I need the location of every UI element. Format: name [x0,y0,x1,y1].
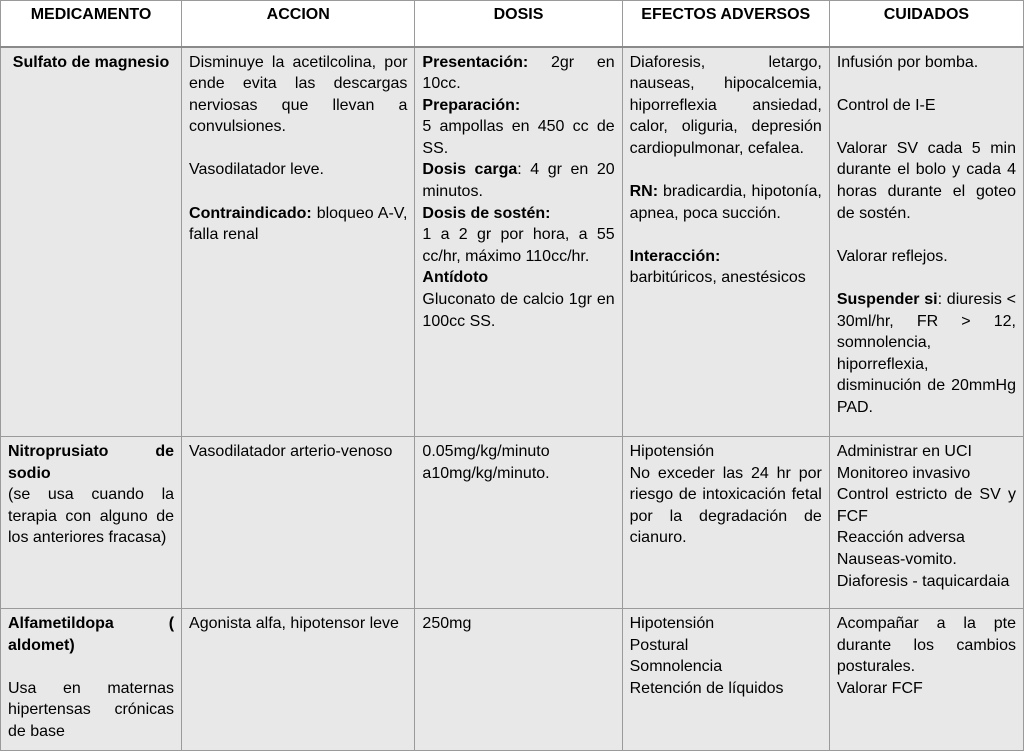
efectos-text: No exceder las 24 hr por riesgo de intoxicación fetal por la degradación de cianuro. [629,464,822,547]
medicamento-name: Sulfato de magnesio [12,53,170,71]
contraindication-text: bloqueo A-V, falla renal [189,204,408,244]
efectos-text: Diaforesis, letargo, nauseas, hipocalcemia, hiporreflexia ansiedad, calor, oliguria, depresión cardiopulmonar, cefalea. [629,53,822,157]
cuidados-text: Monitoreo invasivo [836,464,971,482]
suspender-label: Suspender si [836,291,938,309]
accion-contraindication [189,203,407,246]
efectos-text: Somnolencia [629,658,723,676]
header-row [1,1,1024,47]
accion-cell [182,47,415,437]
medicamento-cell [1,437,182,609]
cuidados-text: Valorar SV cada 5 min durante el bolo y cada 4 horas durante el goteo de sostén. [836,139,1016,222]
medicamento-note: (se usa cuando la terapia con alguno de los anteriores fracasa) [8,486,175,547]
cuidados-text: Nauseas-vomito. [836,550,957,568]
efectos-cell [622,609,829,751]
dosis-text: : 4 gr en 20 minutos. [422,161,615,201]
cuidados-text: Control de I-E [836,96,936,114]
interaccion-label: Interacción: [629,247,721,265]
cuidados-text: Acompañar a la pte durante los cambios posturales. [836,615,1016,676]
dosis-label: Dosis carga [422,161,518,179]
cuidados-cell [829,47,1023,437]
medicamento-name: Alfametildopa ( aldomet) [8,615,175,654]
accion-text: Disminuye la acetilcolina, por ende evita las descargas nerviosas que llevan a convulsiones. [189,53,408,136]
cuidados-cell [829,609,1023,751]
accion-cell [182,437,415,609]
interaccion-text: barbitúricos, anestésicos [629,269,806,287]
header-cuidados: CUIDADOS [829,1,1023,47]
efectos-cell [622,47,829,437]
accion-text: Agonista alfa, hipotensor leve [189,615,399,632]
cuidados-text: Control estricto de SV y FCF [836,486,1016,525]
header-medicamento: MEDICAMENTO [1,1,182,47]
suspender-text: : diuresis < 30ml/hr, FR > 12, somnolencia, hiporreflexia, disminución de 20mmHg PAD. [836,291,1017,416]
dosis-label: Preparación: [422,96,521,114]
header-dosis: DOSIS [415,1,622,47]
cuidados-text: Diaforesis - taquicardaia [836,572,1010,590]
dosis-cell [415,609,622,751]
table-row [1,437,1024,609]
efectos-rn [630,181,822,224]
dosis-text: 2gr en 10cc. [422,53,615,93]
dosis-carga [422,159,614,202]
efectos-text: Hipotensión [629,615,715,632]
dosis-label: Presentación: [422,53,529,71]
cuidados-text: Valorar reflejos. [836,247,948,265]
cuidados-suspender [837,289,1016,419]
cuidados-text: Valorar FCF [836,679,923,697]
rn-label: RN: [629,183,659,201]
dosis-label: Dosis de sostén: [422,204,551,222]
cuidados-text: Infusión por bomba. [836,53,979,71]
efectos-text: Hipotensión [629,443,715,460]
dosis-text: Gluconato de calcio 1gr en 100cc SS. [422,291,615,330]
medicamento-name: Nitroprusiato de sodio [8,443,175,482]
efectos-text: Retención de líquidos [629,679,784,697]
dosis-text: 250mg [422,615,472,632]
dosis-text: 0.05mg/kg/minuto a10mg/kg/minuto. [422,443,550,482]
cuidados-text: Administrar en UCI [836,443,972,460]
header-accion: ACCION [182,1,415,47]
contraindication-label: Contraindicado: [189,204,312,222]
medicamento-cell [1,47,182,437]
dosis-text: 1 a 2 gr por hora, a 55 cc/hr, máximo 110cc/hr. [422,226,615,265]
header-efectos-adversos: EFECTOS ADVERSOS [622,1,829,47]
rn-text: bradicardia, hipotonía, apnea, poca succión. [629,183,822,222]
dosis-cell [415,437,622,609]
efectos-text: Postural [629,636,689,654]
accion-text: Vasodilatador leve. [189,161,324,179]
table-row [1,47,1024,437]
accion-text: Vasodilatador arterio-venoso [189,443,393,460]
medicamento-note: Usa en maternas hipertensas crónicas de base [8,679,175,740]
cuidados-text: Reacción adversa [836,529,965,547]
dosis-presentacion [422,52,614,95]
dosis-cell [415,47,622,437]
accion-cell [182,609,415,751]
table-row [1,609,1024,751]
efectos-cell [622,437,829,609]
medicamento-cell [1,609,182,751]
dosis-label: Antídoto [422,269,489,287]
dosis-text: 5 ampollas en 450 cc de SS. [422,118,615,157]
cuidados-cell [829,437,1023,609]
